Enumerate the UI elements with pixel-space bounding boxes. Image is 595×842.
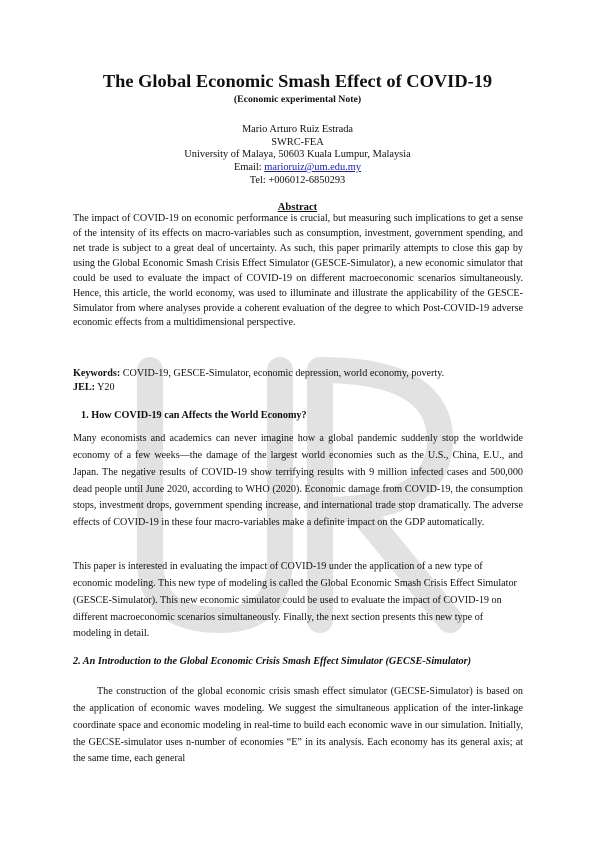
keywords-label: Keywords: xyxy=(73,368,121,379)
author-affiliation-1: SWRC-FEA xyxy=(271,136,324,148)
section-2-paragraph-1: The construction of the global economic crisis smash effect simulator (GECSE-Simulator) is based on the application of economic waves modeling. We suggest the simultaneous application of the inter-linkage coordinate space and economic modeling in real-time to build each economic wave in our simulation. Initially, the GECSE-simulator uses n-number of economies “E” in its analysis. Each economy has its general axis; at the same time, each general xyxy=(73,686,523,765)
keywords-block xyxy=(73,367,523,394)
section-1-paragraph-1: Many economists and academics can never imagine how a global pandemic suddenly stop the worldwide economy of a few weeks—the damage of the largest world economies such as the U.S., China, E.U., and Japan. The negative results of COVID-19 show terrifying results with 9 million infected cases and 500,000 dead people until June 2020, according to WHO (2020). Economic damage from COVID-19, the consumption stops, investment drops, government spending increase, and international trade stop dramatically. The adverse effects of COVID-19 in these four macro-variables make a definite impact on the GDP automatically. xyxy=(73,433,523,529)
author-block xyxy=(0,124,595,187)
abstract-text: The impact of COVID-19 on economic performance is crucial, but measuring such implications to get a sense of the intensity of its effects on macro-variables such as consumption, investment, government spending, and net trade is subject to a great deal of uncertainty. As such, this paper primarily attempts to close this gap by using the Global Economic Smash Crisis Effect Simulator (GESCE-Simulator), a new economic simulator that could be used to evaluate the impact of COVID-19 on different macroeconomic scenarios simultaneously. Hence, this article, the world economy, was used to illuminate and illustrate the applicability of the GESCE-Simulator from where analyses provide a coherent evaluation of the degree to which Post-COVID-19 adverse economic effects from a multidimensional perspective. xyxy=(73,213,523,329)
author-tel: Tel: +006012-6850293 xyxy=(249,174,346,186)
email-label: Email: xyxy=(233,162,262,174)
paper-title: The Global Economic Smash Effect of COVID-19 xyxy=(102,71,493,91)
section-1-paragraph-2: This paper is interested in evaluating the impact of COVID-19 under the application of a new type of economic modeling. This new type of modeling is called the Global Economic Smash Crisis Effect Simulator (GESCE-Simulator). This new economic simulator could be used to evaluate the impact of COVID-19 on different macroeconomic scenarios simultaneously. Finally, the next section presents this new type of modeling in detail. xyxy=(73,561,517,640)
section-1-heading: 1. How COVID-19 can Affects the World Economy? xyxy=(81,410,307,421)
jel-label: JEL: xyxy=(73,381,95,393)
keywords-line xyxy=(73,367,523,381)
abstract-heading: Abstract xyxy=(277,202,318,213)
jel-line xyxy=(73,381,523,395)
keywords-text: COVID-19, GESCE-Simulator, economic depression, world economy, poverty. xyxy=(120,368,445,379)
email-link[interactable]: marioruiz@um.edu.my xyxy=(264,162,362,174)
section-2-heading: 2. An Introduction to the Global Economic Crisis Smash Effect Simulator (GECSE-Simulator) xyxy=(73,656,471,667)
author-name: Mario Arturo Ruiz Estrada xyxy=(241,124,354,135)
jel-text: Y20 xyxy=(94,381,115,393)
author-email-line xyxy=(0,162,595,175)
paper-subtitle: (Economic experimental Note) xyxy=(233,94,362,105)
author-affiliation-2: University of Malaya, 50603 Kuala Lumpur, Malaysia xyxy=(184,149,411,161)
